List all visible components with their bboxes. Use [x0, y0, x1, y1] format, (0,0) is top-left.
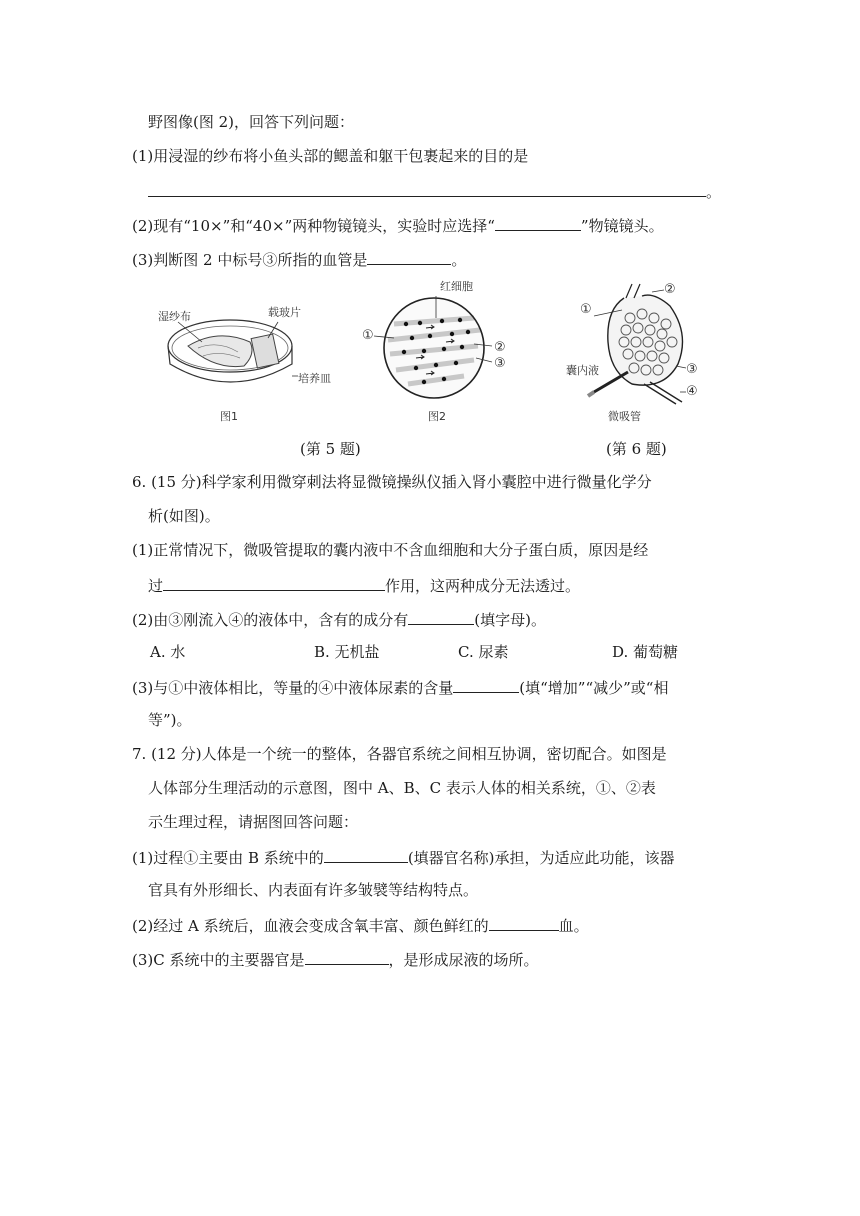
option-b: B. 无机盐	[314, 643, 380, 661]
answer-blank[interactable]	[495, 214, 581, 231]
label-fig2-2: ②	[494, 340, 506, 355]
text-line-8: (1)正常情况下，微吸管提取的囊内液中不含血细胞和大分子蛋白质，原因是经	[132, 541, 649, 559]
answer-blank[interactable]	[408, 608, 474, 625]
figure-2-title: 图2	[428, 410, 446, 423]
label-fig2-3: ③	[494, 356, 506, 371]
option-a: A. 水	[150, 643, 186, 661]
option-c: C. 尿素	[458, 643, 509, 661]
label-wet-gauze: 湿纱布	[158, 310, 191, 323]
figure-2-microscope-field	[360, 284, 510, 408]
text-line-5: (3)判断图 2 中标号③所指的血管是 。	[132, 248, 466, 270]
text-line-1: 野图像(图 2)，回答下列问题：	[148, 113, 355, 131]
caption-q5: (第 5 题)	[300, 440, 361, 458]
text-line-17: (1)过程①主要由 B 系统中的 (填器官名称)承担，为适应此功能，该器	[132, 846, 675, 868]
label-rbc: 红细胞	[440, 280, 473, 293]
label-fig6-2: ②	[664, 282, 676, 297]
label-fig6-1: ①	[580, 302, 592, 317]
answer-blank[interactable]	[324, 846, 408, 863]
text-line-15: 人体部分生理活动的示意图，图中 A、B、C 表示人体的相关系统，①、②表	[148, 779, 656, 797]
figure-6-renal-capsule	[572, 280, 702, 420]
text-line-13: 等”)。	[148, 711, 192, 729]
label-fig6-4: ④	[686, 384, 698, 399]
label-micropipette: 微吸管	[608, 410, 641, 423]
option-d: D. 葡萄糖	[612, 643, 679, 661]
text-line-14: 7. (12 分)人体是一个统一的整体，各器官系统之间相互协调，密切配合。如图是	[132, 745, 667, 763]
figure-1-title: 图1	[220, 410, 238, 423]
text-line-12: (3)与①中液体相比，等量的④中液体尿素的含量 (填“增加”“减少”或“相	[132, 676, 668, 698]
answer-blank[interactable]	[305, 948, 389, 965]
text-line-2: (1)用浸湿的纱布将小鱼头部的鳃盖和躯干包裹起来的目的是	[132, 147, 529, 165]
text-line-19: (2)经过 A 系统后，血液会变成含氧丰富、颜色鲜红的 血。	[132, 914, 589, 936]
text-line-16: 示生理过程，请据图回答问题：	[148, 813, 359, 831]
answer-blank[interactable]	[489, 914, 559, 931]
caption-q6: (第 6 题)	[606, 440, 667, 458]
answer-blank[interactable]	[453, 676, 519, 693]
text-line-18: 官具有外形细长、内表面有许多皱襞等结构特点。	[148, 881, 479, 899]
label-capsule-fluid: 囊内液	[566, 364, 599, 377]
text-line-4: (2)现有“10×”和“40×”两种物镜镜头，实验时应选择“ ”物镜镜头。	[132, 214, 664, 236]
text-line-9: 过 作用，这两种成分无法透过。	[148, 574, 580, 596]
text-line-6: 6. (15 分)科学家利用微穿刺法将显微镜操纵仪插入肾小囊腔中进行微量化学分	[132, 473, 652, 491]
label-fig6-3: ③	[686, 362, 698, 377]
label-fig2-1: ①	[362, 328, 374, 343]
label-slide: 载玻片	[268, 306, 301, 319]
text-line-20: (3)C 系统中的主要器官是 ，是形成尿液的场所。	[132, 948, 539, 970]
answer-blank[interactable]	[148, 180, 706, 197]
answer-blank[interactable]	[163, 574, 385, 591]
answer-blank[interactable]	[367, 248, 451, 265]
text-line-10: (2)由③刚流入④的液体中，含有的成分有 (填字母)。	[132, 608, 546, 630]
text-line-3: 。	[148, 180, 721, 202]
text-line-7: 析(如图)。	[148, 507, 220, 525]
label-dish: 培养皿	[298, 372, 331, 385]
